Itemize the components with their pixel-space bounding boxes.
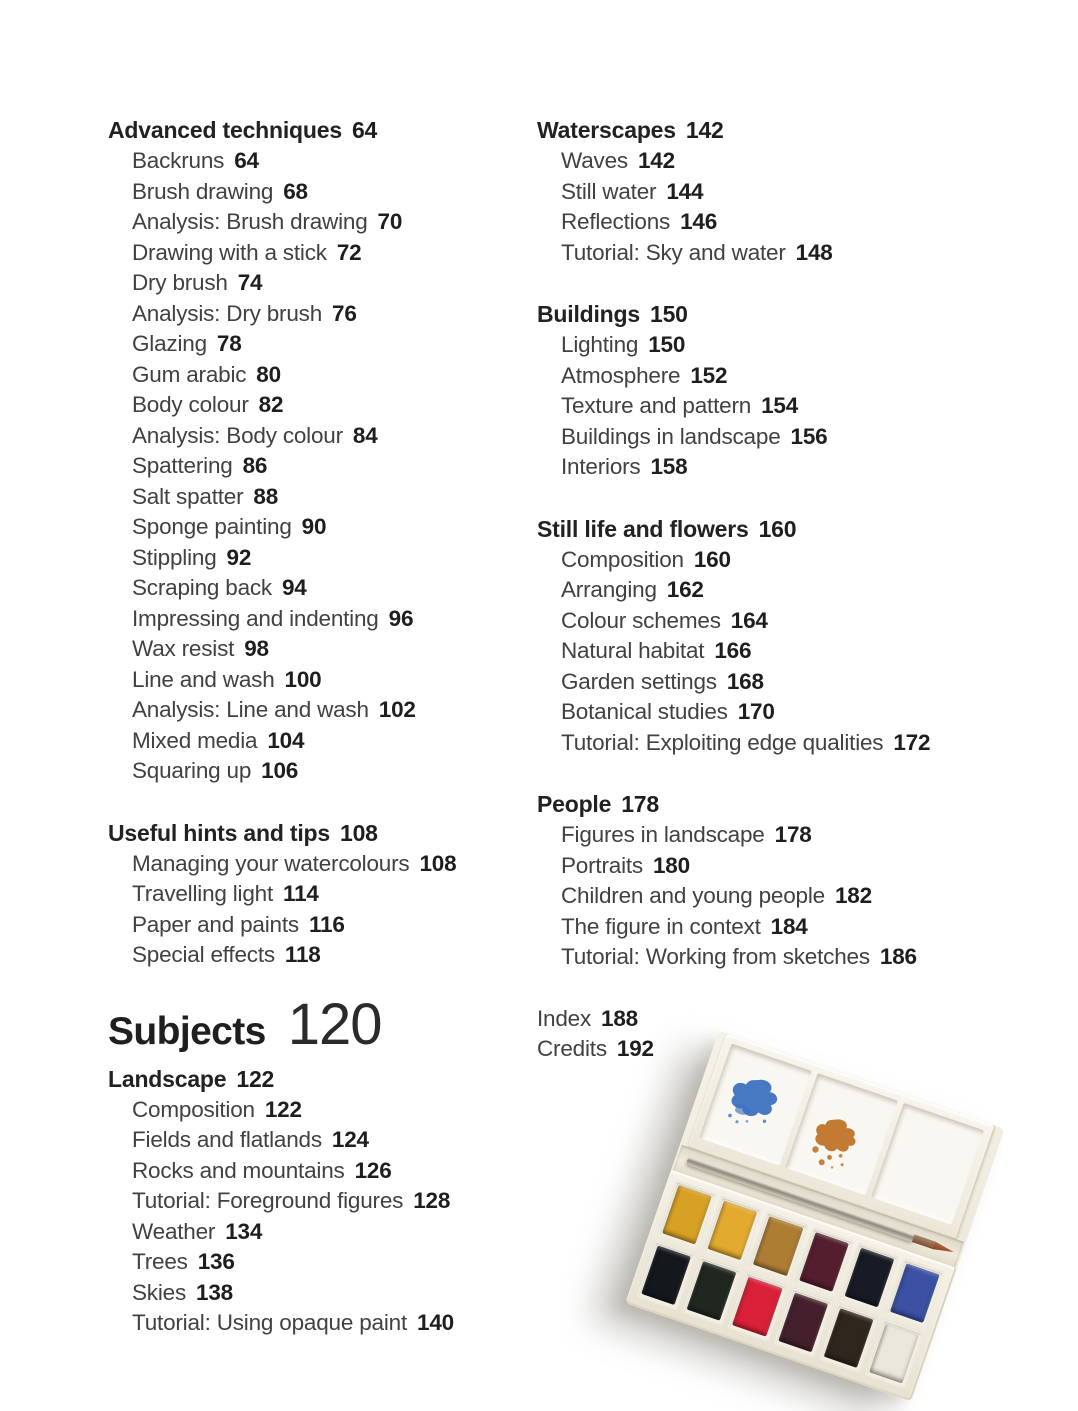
paint-pan-colour [869,1324,919,1384]
section-title-page: 122 [236,1065,275,1092]
toc-entry-page: 92 [226,544,252,570]
toc-entry-label: Analysis: Dry brush [132,300,323,326]
paint-pan-colour [844,1248,894,1308]
toc-entry-label: Backruns [132,148,225,173]
section-title [108,818,578,849]
toc-entry-label: Tutorial: Working from sketches [561,944,870,969]
toc-entry [108,726,578,757]
toc-entry-label: Reflections [561,209,671,234]
toc-entry [537,177,1007,208]
toc-entry [108,299,578,330]
section-title-label: People [537,791,612,817]
toc-entry [108,573,578,604]
toc-entry [108,1156,578,1187]
paint-pan-colour [641,1245,691,1305]
toc-entry [108,268,578,299]
toc-entry-label: Line and wash [132,666,275,692]
toc-entry-page: 82 [258,392,284,417]
toc-entry [108,910,578,941]
toc-entry-label: Paper and paints [132,911,299,937]
toc-entry-label: Garden settings [561,668,717,694]
toc-section [108,818,578,971]
toc-entry-label: Gum arabic [132,361,247,387]
toc-entry-label: Composition [561,546,684,572]
toc-entry-page: 128 [413,1188,451,1213]
toc-entry-page: 86 [242,453,268,478]
toc-entry-label: The figure in context [561,913,761,939]
toc-entry-page: 76 [332,300,357,326]
toc-entry-label: Colour schemes [561,607,721,633]
toc-entry [537,667,1007,698]
toc-entry-page: 184 [770,913,808,939]
toc-entry-page: 98 [244,636,269,661]
toc-entry-page: 80 [256,361,281,387]
toc-entry-label: Tutorial: Sky and water [561,239,786,265]
toc-entry [108,634,578,665]
toc-entry-label: Composition [132,1096,255,1122]
toc-entry [108,390,578,421]
toc-entry-page: 156 [790,423,828,449]
toc-entry-page: 116 [308,911,345,937]
toc-entry-label: Still water [561,178,657,204]
section-title [108,1064,578,1095]
toc-entry-page: 192 [616,1036,654,1061]
toc-entry-label: Sponge painting [132,514,292,539]
orange-paint-smear [793,1098,878,1187]
toc-entry [108,512,578,543]
toc-entry-page: 140 [417,1310,454,1335]
watercolour-box-photo [622,1028,1014,1410]
toc-entry [537,422,1007,453]
toc-entry-label: Impressing and indenting [132,605,379,631]
toc-entry-page: 84 [352,422,378,448]
section-title-label: Still life and flowers [537,515,749,542]
paint-pan-colour [753,1216,803,1276]
section-title-page: 150 [649,301,688,327]
toc-entry [108,1247,578,1278]
toc-section [537,299,1007,483]
toc-entry [537,330,1007,361]
toc-entry [108,146,578,177]
section-title [108,115,578,146]
toc-entry-label: Scraping back [132,575,272,600]
toc-entry [108,1217,578,1248]
paint-pan-colour [890,1263,940,1323]
toc-entry [537,606,1007,637]
toc-entry-page: 68 [283,178,308,204]
toc-entry-page: 90 [301,514,327,539]
toc-entry-page: 102 [378,697,416,722]
toc-entry [537,207,1007,238]
toc-entry-page: 88 [253,483,279,509]
toc-entry [537,697,1007,728]
toc-entry-label: Squaring up [132,758,252,783]
toc-entry-page: 182 [834,883,872,908]
toc-entry-label: Buildings in landscape [561,423,781,449]
toc-entry-page: 172 [893,729,931,755]
toc-entry-label: Lighting [561,332,639,357]
toc-entry [108,1186,578,1217]
section-title-label: Advanced techniques [108,117,342,143]
toc-entry-page: 78 [216,331,242,356]
toc-entry-page: 118 [284,942,321,967]
toc-entry-page: 180 [652,852,690,878]
toc-entry-label: Tutorial: Using opaque paint [132,1310,407,1335]
toc-entry-label: Spattering [132,453,233,478]
toc-entry-label: Weather [132,1218,216,1244]
toc-entry [537,942,1007,973]
toc-entry-page: 106 [261,758,299,783]
part-heading [108,991,578,1058]
toc-entry-label: Texture and pattern [561,393,752,418]
toc-entry-page: 186 [879,944,917,969]
toc-entry [537,452,1007,483]
toc-entry-page: 168 [726,668,764,694]
toc-entry [537,146,1007,177]
toc-entry-page: 166 [714,638,752,663]
toc-entry [108,756,578,787]
toc-entry-page: 124 [331,1127,369,1152]
toc-entry [108,482,578,513]
toc-entry-label: Stippling [132,544,217,570]
toc-entry-page: 136 [197,1249,235,1274]
section-title-page: 178 [621,791,659,817]
paint-box [625,1031,1004,1402]
toc-entry-label: Managing your watercolours [132,850,410,876]
toc-entry [537,728,1007,759]
toc-entry-page: 170 [737,699,775,724]
toc-entry-label: Botanical studies [561,699,728,724]
toc-entry [108,1125,578,1156]
toc-entry [537,391,1007,422]
toc-entry-label: Children and young people [561,883,825,908]
toc-entry-page: 154 [761,393,799,418]
toc-entry-label: Analysis: Line and wash [132,697,369,722]
toc-entry-label: Brush drawing [132,178,274,204]
toc-entry [108,695,578,726]
toc-entry-label: Fields and flatlands [132,1127,322,1152]
toc-entry-label: Analysis: Brush drawing [132,209,368,234]
toc-entry-page: 122 [264,1096,302,1122]
toc-entry-label: Credits [537,1036,607,1061]
section-title-label: Landscape [108,1065,227,1092]
toc-column-right [537,115,1007,1065]
toc-entry [537,851,1007,882]
paint-pan-colour [799,1232,849,1292]
toc-entry [108,207,578,238]
toc-entry-page: 114 [283,881,319,906]
section-title-label: Useful hints and tips [108,819,330,846]
toc-entry-label: Tutorial: Foreground figures [132,1188,404,1213]
toc-entry-label: Analysis: Body colour [132,422,343,448]
toc-entry [108,177,578,208]
toc-entry-label: Interiors [561,454,641,479]
toc-section [108,115,578,787]
toc-entry [537,238,1007,269]
toc-entry-page: 134 [225,1218,263,1244]
toc-column-left [108,115,578,1339]
section-title [537,789,1007,820]
toc-entry [108,421,578,452]
toc-entry-label: Mixed media [132,727,258,753]
toc-section [537,514,1007,759]
toc-entry-label: Dry brush [132,270,228,295]
section-title [537,115,1007,146]
toc-entry-page: 148 [795,239,833,265]
toc-entry-label: Special effects [132,942,275,967]
toc-entry-page: 74 [237,270,263,295]
toc-entry [537,545,1007,576]
toc-entry-label: Natural habitat [561,638,705,663]
section-title-label: Waterscapes [537,117,676,143]
paint-pan-colour [708,1201,758,1261]
toc-entry-page: 146 [680,209,718,234]
blue-paint-smear [712,1059,797,1148]
toc-entry [108,451,578,482]
toc-entry-page: 70 [377,209,403,234]
toc-entry-label: Travelling light [132,881,274,906]
toc-entry-page: 138 [196,1279,233,1305]
toc-entry-page: 144 [666,178,704,204]
toc-entry-page: 96 [388,605,414,631]
toc-entry [537,636,1007,667]
section-title-page: 108 [339,819,378,846]
paint-pan-colour [732,1277,782,1337]
toc-entry [537,912,1007,943]
toc-entry-label: Rocks and mountains [132,1157,345,1183]
toc-section [537,789,1007,973]
toc-entry [108,329,578,360]
toc-entry-label: Salt spatter [132,483,244,509]
toc-entry-page: 162 [666,577,704,602]
paint-pan-colour [687,1261,737,1321]
toc-entry-page: 164 [730,607,768,633]
toc-entry [108,604,578,635]
toc-section [537,115,1007,268]
toc-entry [537,820,1007,851]
toc-entry [108,1278,578,1309]
toc-entry-label: Atmosphere [561,362,681,388]
toc-entry-page: 126 [354,1157,392,1183]
toc-entry [108,238,578,269]
section-title-page: 160 [758,515,797,542]
toc-entry-label: Figures in landscape [561,822,765,847]
toc-entry-page: 142 [637,148,675,173]
toc-entry [108,1308,578,1339]
toc-entry-page: 72 [336,239,362,265]
toc-entry [537,575,1007,606]
toc-entry-page: 178 [774,822,812,847]
toc-entry-label: Portraits [561,852,643,878]
toc-entry-page: 64 [234,148,259,173]
part-heading-label: Subjects [108,1009,266,1053]
paint-pan-colour [778,1292,828,1352]
toc-entry-label: Waves [561,148,628,173]
toc-entry [108,665,578,696]
toc-entry-page: 94 [281,575,307,600]
toc-entry-page: 188 [601,1005,638,1031]
toc-entry-page: 104 [267,727,305,753]
part-heading-page: 120 [287,991,382,1057]
toc-entry-page: 152 [690,362,728,388]
toc-entry-page: 158 [650,454,688,479]
toc-entry [537,881,1007,912]
toc-entry [108,940,578,971]
toc-entry [108,1095,578,1126]
toc-entry [108,879,578,910]
toc-entry-label: Body colour [132,392,249,417]
toc-entry-page: 160 [693,546,731,572]
toc-entry-label: Index [537,1005,592,1031]
paint-pan-colour [662,1185,712,1245]
toc-entry-label: Glazing [132,331,207,356]
toc-entry [537,361,1007,392]
toc-section [108,1064,578,1339]
toc-entry-label: Arranging [561,577,657,602]
section-title [537,299,1007,330]
toc-entry-page: 150 [648,332,686,357]
toc-entry-label: Drawing with a stick [132,239,327,265]
toc-entry-label: Wax resist [132,636,235,661]
section-title [537,514,1007,545]
toc-entry-page: 108 [419,850,457,876]
toc-entry-label: Skies [132,1279,187,1305]
toc-entry-page: 100 [284,666,322,692]
section-title-page: 64 [351,117,378,143]
toc-entry [108,849,578,880]
section-title-label: Buildings [537,301,640,327]
toc-entry-label: Trees [132,1249,188,1274]
toc-entry [108,543,578,574]
section-title-page: 142 [685,117,724,143]
toc-entry [108,360,578,391]
paint-pan-colour [823,1308,873,1368]
toc-entry-label: Tutorial: Exploiting edge qualities [561,729,884,755]
